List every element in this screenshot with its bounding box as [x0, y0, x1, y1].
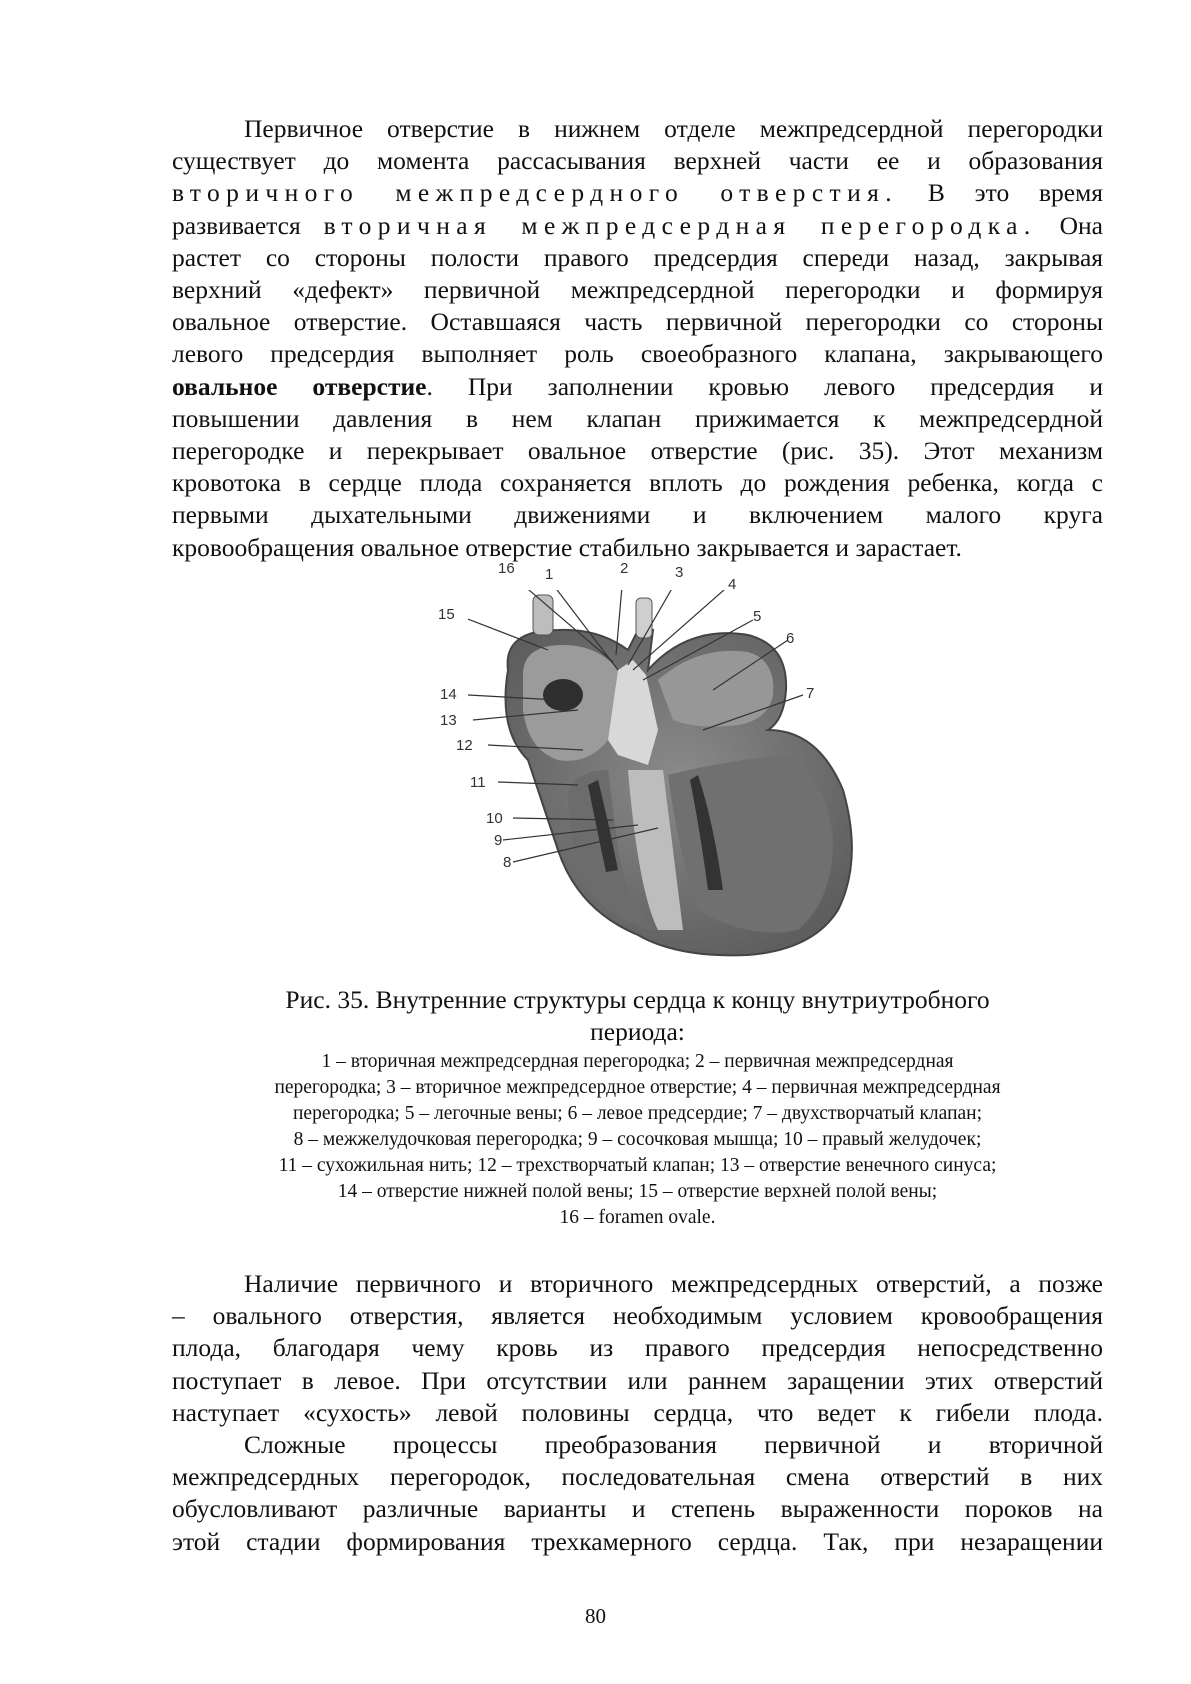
para1-line-9 — [172, 371, 1103, 403]
para1-line-7: овальное отверстие. Оставшаяся часть первичной перегородки со стороны — [172, 307, 1103, 337]
figure-label: 5 — [753, 608, 762, 625]
caption-title-line-1: Рис. 35. Внутренние структуры сердца к концу внутриутробного — [285, 985, 990, 1014]
legend-line: 11 – сухожильная нить; 12 – трехстворчатый клапан; 13 – отверстие венечного синуса; — [278, 1155, 997, 1176]
para1-line-14: кровообращения овальное отверстие стабильно закрывается и зарастает. — [172, 532, 962, 562]
legend-line: 16 – foramen ovale. — [559, 1207, 716, 1228]
para1-line-1: Первичное отверстие в нижнем отделе межпредсердной перегородки — [244, 114, 1103, 143]
figure-legend — [180, 1049, 1095, 1231]
figure-label: 15 — [438, 606, 455, 623]
para1-line-3-rest: В это время — [898, 178, 1103, 208]
para2-line-7: межпредсердных перегородок, последовательная смена отверстий в них — [172, 1462, 1103, 1492]
para1-line-4 — [172, 210, 1103, 242]
figure-label: 3 — [675, 564, 684, 581]
caption-title-line-2: периода: — [590, 1017, 685, 1046]
legend-line: 8 – межжелудочковая перегородка; 9 – сосочковая мышца; 10 – правый желудочек; — [293, 1129, 982, 1150]
para1-line-3 — [172, 177, 1103, 209]
figure-label: 16 — [498, 560, 515, 577]
para2-line-8: обусловливают различные варианты и степень выраженности пороков на — [172, 1494, 1103, 1524]
figure-label: 2 — [620, 560, 629, 577]
figure-label: 8 — [503, 854, 512, 871]
figure-label: 13 — [440, 712, 457, 729]
bold-term-oval-foramen: овальное отверстие — [172, 371, 427, 401]
para2-line-1: Наличие первичного и вторичного межпредсердных отверстий, а позже — [244, 1269, 1103, 1298]
para2-line-2: – овального отверстия, является необходимым условием кровообращения — [172, 1301, 1103, 1331]
para2-line-9: этой стадии формирования трехкамерного сердца. Так, при незаращении — [172, 1526, 1103, 1556]
para1-line-9-rest: . При заполнении кровью левого предсердия и — [426, 371, 1103, 401]
para1-line-4-end: Она — [1036, 210, 1103, 240]
para2-line-5: наступает «сухость» левой половины сердца, что ведет к гибели плода. — [172, 1397, 1103, 1427]
para2-line-6: Сложные процессы преобразования первичной и вторичной — [244, 1430, 1103, 1460]
figure-label: 6 — [786, 630, 795, 647]
page-number: 80 — [585, 1604, 606, 1628]
figure-label: 9 — [494, 832, 503, 849]
para1-line-2: существует до момента рассасывания верхней части ее и образования — [172, 146, 1103, 176]
paragraph-2 — [172, 1268, 1103, 1558]
figure-label: 12 — [456, 737, 473, 754]
spaced-term-opening: вторичного межпредсердного отверстия. — [172, 178, 899, 208]
legend-line: 14 – отверстие нижней полой вены; 15 – отверстие верхней полой вены; — [337, 1181, 938, 1202]
figure-label: 14 — [440, 686, 457, 703]
para1-line-12: кровотока в сердце плода сохраняется вплоть до рождения ребенка, когда с — [172, 468, 1103, 498]
figure-label: 1 — [545, 566, 554, 583]
paragraph-1 — [172, 113, 1103, 564]
legend-line: 1 – вторичная межпредсердная перегородка; 2 – первичная межпредсердная — [321, 1051, 954, 1072]
figure-label: 10 — [486, 810, 503, 827]
para2-line-3: плода, благодаря чему кровь из правого предсердия непосредственно — [172, 1333, 1103, 1363]
para1-line-4-start: развивается — [172, 210, 324, 240]
para1-line-5: растет со стороны полости правого предсердия спереди назад, закрывая — [172, 242, 1103, 272]
figure-label: 4 — [728, 576, 737, 593]
legend-line: перегородка; 3 – вторичное межпредсердное отверстие; 4 – первичная межпредсердная — [274, 1077, 1001, 1098]
legend-line: перегородка; 5 – легочные вены; 6 – левое предсердие; 7 – двухстворчатый клапан; — [292, 1103, 983, 1124]
figure-label: 7 — [806, 685, 815, 702]
para1-line-10: повышении давления в нем клапан прижимается к межпредсердной — [172, 403, 1103, 433]
para2-line-4: поступает в левое. При отсутствии или раннем заращении этих отверстий — [172, 1365, 1103, 1395]
heart-figure — [438, 560, 888, 960]
para1-line-6: верхний «дефект» первичной межпредсердной перегородки и формируя — [172, 275, 1103, 305]
figure-label: 11 — [470, 774, 486, 791]
spaced-term-septum: вторичная межпредсердная перегородка. — [323, 210, 1037, 240]
para1-line-13: первыми дыхательными движениями и включением малого круга — [172, 500, 1103, 530]
figure-caption-title — [172, 984, 1103, 1048]
figure-labels — [438, 560, 888, 960]
para1-line-8: левого предсердия выполняет роль своеобразного клапана, закрывающего — [172, 339, 1103, 369]
para1-line-11: перегородке и перекрывает овальное отверстие (рис. 35). Этот механизм — [172, 436, 1103, 466]
